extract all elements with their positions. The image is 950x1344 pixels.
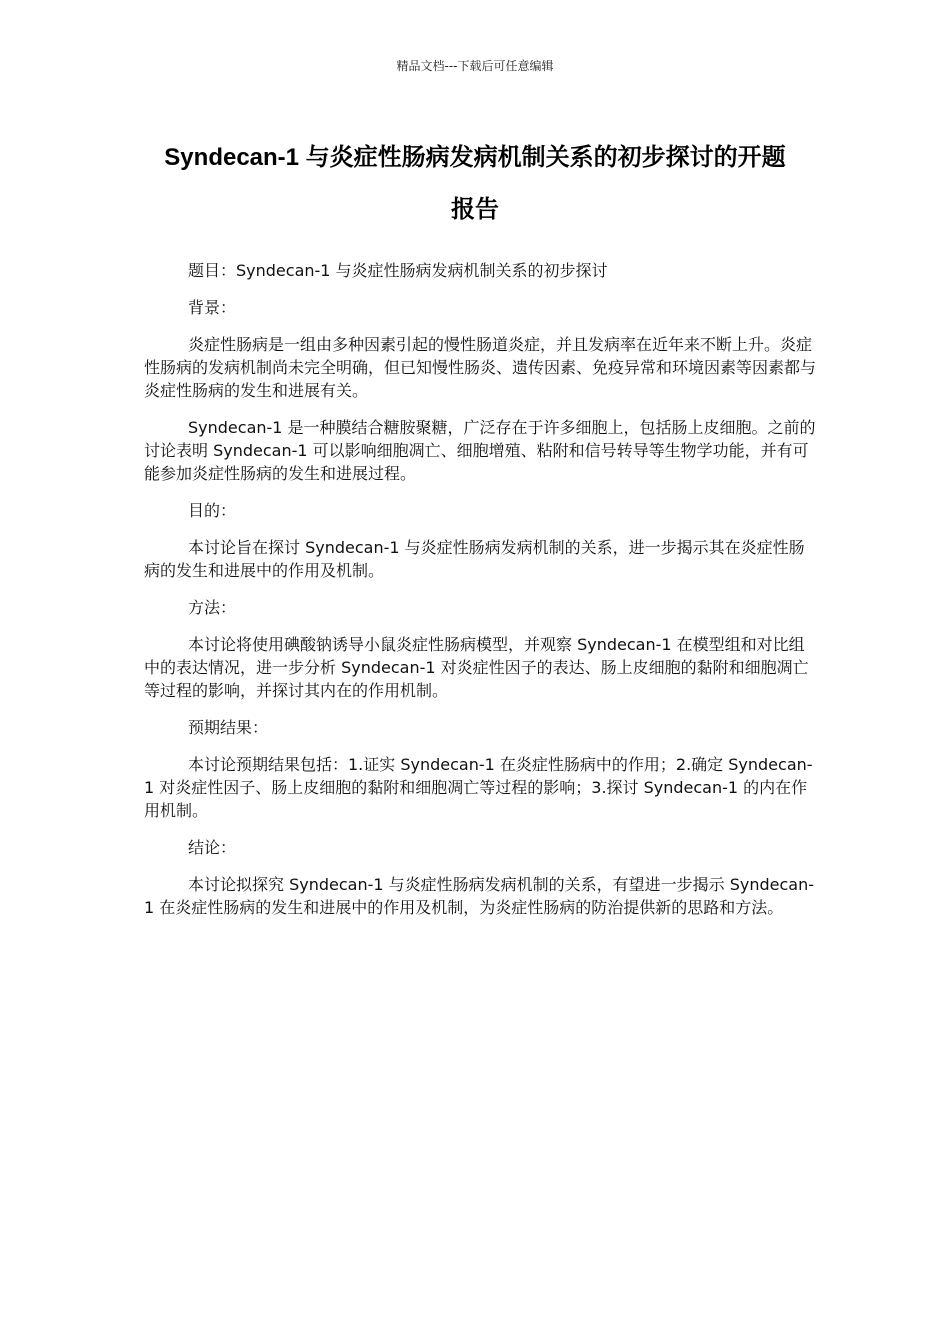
document-title xyxy=(140,132,810,236)
conclusion-heading: 结论： xyxy=(188,838,237,857)
method-paragraph: 本讨论将使用碘酸钠诱导小鼠炎症性肠病模型，并观察 Syndecan-1 在模型组和对比组中的表达情况，进一步分析 Syndecan-1 对炎症性因子的表达、肠上皮细胞的黏附和细胞凋亡等过程的影响，并探讨其内在的作用机制。 xyxy=(144,635,809,700)
background-heading: 背景： xyxy=(188,298,237,317)
purpose-heading: 目的： xyxy=(188,501,237,520)
background-paragraph-1: 炎症性肠病是一组由多种因素引起的慢性肠道炎症，并且发病率在近年来不断上升。炎症性肠病的发病机制尚未完全明确，但已知慢性肠炎、遗传因素、免疫异常和环境因素等因素都与炎症性肠病的发生和进展有关。 xyxy=(144,335,817,400)
document-body xyxy=(144,259,820,933)
expected-results-heading: 预期结果： xyxy=(188,718,269,737)
title-line-2: 报告 xyxy=(451,196,499,223)
background-paragraph-2: Syndecan-1 是一种膜结合糖胺聚糖，广泛存在于许多细胞上，包括肠上皮细胞。之前的讨论表明 Syndecan-1 可以影响细胞凋亡、细胞增殖、粘附和信号转导等生物学功能，并有可能参加炎症性肠病的发生和进展过程。 xyxy=(144,418,816,483)
conclusion-paragraph: 本讨论拟探究 Syndecan-1 与炎症性肠病发病机制的关系，有望进一步揭示 Syndecan-1 在炎症性肠病的发生和进展中的作用及机制，为炎症性肠病的防治提供新的思路和方法。 xyxy=(144,875,815,917)
purpose-paragraph: 本讨论旨在探讨 Syndecan-1 与炎症性肠病发病机制的关系，进一步揭示其在炎症性肠病的发生和进展中的作用及机制。 xyxy=(144,538,805,580)
expected-results-paragraph: 本讨论预期结果包括：1.证实 Syndecan-1 在炎症性肠病中的作用；2.确定 Syndecan-1 对炎症性因子、肠上皮细胞的黏附和细胞凋亡等过程的影响；3.探讨 Syndecan-1 的内在作用机制。 xyxy=(144,755,813,820)
title-line-1: Syndecan-1 与炎症性肠病发病机制关系的初步探讨的开题 xyxy=(164,144,786,171)
header-note: 精品文档---下载后可任意编辑 xyxy=(396,59,554,73)
topic-line: 题目：Syndecan-1 与炎症性肠病发病机制关系的初步探讨 xyxy=(188,261,608,280)
method-heading: 方法： xyxy=(188,598,237,617)
